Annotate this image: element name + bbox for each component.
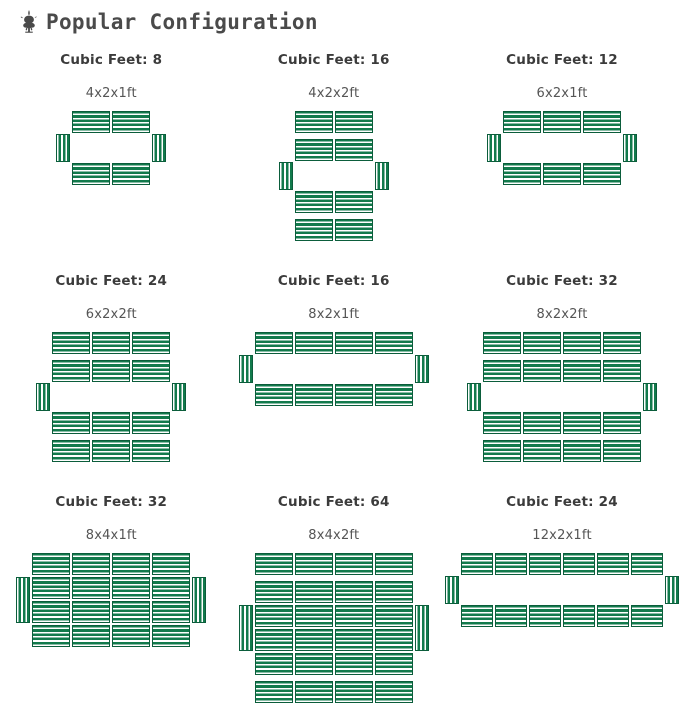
panel-inner-top: [335, 605, 373, 627]
panel-inner-top: [32, 577, 70, 599]
panel-stack-top: [563, 332, 601, 354]
panel-top: [563, 553, 595, 575]
fleur-de-lis-icon: [18, 9, 40, 35]
panel-top: [152, 553, 190, 575]
panel-stack-top: [92, 332, 130, 354]
panel-inner-bottom: [112, 601, 150, 623]
panel-stack-bottom: [92, 440, 130, 462]
panel-stack-bottom: [335, 681, 373, 703]
panel-top: [583, 111, 621, 133]
panel-stack-top: [483, 332, 521, 354]
panel-stack-top: [375, 553, 413, 575]
box-layout-diagram: [36, 332, 186, 462]
panel-inner-bottom: [255, 629, 293, 651]
panel-right: [623, 134, 637, 162]
panel-right: [375, 162, 389, 190]
configuration-grid: [0, 40, 679, 703]
panel-bottom: [295, 384, 333, 406]
panel-bottom: [335, 191, 373, 213]
panel-left: [487, 134, 501, 162]
panel-inner-bottom: [32, 601, 70, 623]
panel-top: [52, 360, 90, 382]
panel-bottom: [335, 384, 373, 406]
panel-bottom: [529, 605, 561, 627]
panel-inner-bottom: [375, 629, 413, 651]
panel-stack-bottom: [132, 440, 170, 462]
panel-top: [335, 139, 373, 161]
cubic-feet-label: Cubic Feet: 8: [60, 52, 163, 68]
panel-bottom: [375, 653, 413, 675]
panel-bottom: [631, 605, 663, 627]
panel-bottom: [583, 163, 621, 185]
panel-bottom: [132, 412, 170, 434]
configuration-card: [0, 40, 223, 261]
panel-top: [483, 360, 521, 382]
panel-right: [415, 605, 429, 651]
configuration-card: [223, 40, 446, 261]
panel-top: [132, 360, 170, 382]
panel-top: [495, 553, 527, 575]
panel-left: [445, 576, 459, 604]
panel-bottom: [72, 163, 110, 185]
panel-bottom: [603, 412, 641, 434]
panel-left: [279, 162, 293, 190]
panel-top: [543, 111, 581, 133]
dimensions-label: 8x2x2ft: [536, 307, 588, 322]
page-title: Popular Configuration: [46, 10, 318, 34]
box-layout-diagram: [56, 111, 166, 185]
configuration-card: [445, 482, 679, 703]
dimensions-label: 6x2x2ft: [85, 307, 137, 322]
dimensions-label: 4x2x1ft: [85, 86, 137, 101]
configuration-card: [0, 482, 223, 703]
box-layout-diagram: [445, 553, 679, 627]
panel-stack-bottom: [523, 440, 561, 462]
panel-top: [72, 111, 110, 133]
dimensions-label: 6x2x1ft: [536, 86, 588, 101]
panel-stack-top: [603, 332, 641, 354]
cubic-feet-label: Cubic Feet: 16: [277, 273, 390, 289]
panel-top: [92, 360, 130, 382]
panel-top: [461, 553, 493, 575]
cubic-feet-label: Cubic Feet: 24: [55, 273, 168, 289]
panel-inner-top: [375, 605, 413, 627]
panel-bottom: [335, 653, 373, 675]
panel-right: [665, 576, 679, 604]
panel-bottom: [112, 625, 150, 647]
panel-top: [503, 111, 541, 133]
panel-bottom: [483, 412, 521, 434]
panel-bottom: [295, 653, 333, 675]
panel-stack-bottom: [603, 440, 641, 462]
panel-bottom: [152, 625, 190, 647]
panel-inner-bottom: [152, 601, 190, 623]
panel-bottom: [461, 605, 493, 627]
panel-stack-top: [52, 332, 90, 354]
panel-bottom: [563, 605, 595, 627]
panel-inner-bottom: [72, 601, 110, 623]
panel-stack-top: [523, 332, 561, 354]
panel-top: [563, 360, 601, 382]
panel-stack-top: [335, 111, 373, 133]
box-layout-diagram: [487, 111, 637, 185]
panel-top: [375, 581, 413, 603]
panel-left: [36, 383, 50, 411]
panel-right: [643, 383, 657, 411]
cubic-feet-label: Cubic Feet: 64: [277, 494, 390, 510]
panel-bottom: [523, 412, 561, 434]
panel-stack-bottom: [563, 440, 601, 462]
dimensions-label: 8x2x1ft: [308, 307, 360, 322]
panel-bottom: [52, 412, 90, 434]
panel-left: [467, 383, 481, 411]
panel-top: [255, 581, 293, 603]
panel-top: [295, 332, 333, 354]
panel-bottom: [255, 653, 293, 675]
panel-bottom: [543, 163, 581, 185]
panel-top: [72, 553, 110, 575]
box-layout-diagram: [239, 332, 429, 406]
panel-bottom: [72, 625, 110, 647]
panel-top: [597, 553, 629, 575]
panel-top: [112, 553, 150, 575]
panel-top: [523, 360, 561, 382]
panel-top: [375, 332, 413, 354]
panel-top: [112, 111, 150, 133]
box-layout-diagram: [279, 111, 389, 241]
panel-right: [172, 383, 186, 411]
panel-top: [529, 553, 561, 575]
panel-stack-bottom: [255, 681, 293, 703]
panel-stack-bottom: [295, 681, 333, 703]
panel-inner-top: [295, 605, 333, 627]
panel-top: [295, 581, 333, 603]
panel-bottom: [503, 163, 541, 185]
dimensions-label: 4x2x2ft: [308, 86, 360, 101]
box-layout-diagram: [239, 553, 429, 703]
cubic-feet-label: Cubic Feet: 32: [506, 273, 618, 289]
panel-inner-bottom: [295, 629, 333, 651]
panel-bottom: [597, 605, 629, 627]
configuration-card: [445, 261, 679, 482]
panel-stack-bottom: [295, 219, 333, 241]
dimensions-label: 12x2x1ft: [532, 528, 592, 543]
panel-inner-top: [112, 577, 150, 599]
panel-top: [335, 332, 373, 354]
panel-bottom: [32, 625, 70, 647]
panel-bottom: [255, 384, 293, 406]
panel-bottom: [92, 412, 130, 434]
panel-right: [192, 577, 206, 623]
panel-top: [295, 139, 333, 161]
panel-inner-bottom: [335, 629, 373, 651]
panel-left: [239, 355, 253, 383]
panel-inner-top: [255, 605, 293, 627]
configuration-card: [223, 261, 446, 482]
panel-left: [56, 134, 70, 162]
panel-top: [335, 581, 373, 603]
panel-stack-top: [295, 111, 333, 133]
page-header: [0, 0, 679, 40]
panel-right: [415, 355, 429, 383]
panel-bottom: [295, 191, 333, 213]
panel-top: [603, 360, 641, 382]
dimensions-label: 8x4x2ft: [308, 528, 360, 543]
configuration-card: [445, 40, 679, 261]
panel-bottom: [563, 412, 601, 434]
cubic-feet-label: Cubic Feet: 24: [506, 494, 618, 510]
panel-inner-top: [152, 577, 190, 599]
cubic-feet-label: Cubic Feet: 12: [506, 52, 618, 68]
panel-stack-bottom: [375, 681, 413, 703]
panel-stack-bottom: [483, 440, 521, 462]
panel-left: [16, 577, 30, 623]
dimensions-label: 8x4x1ft: [85, 528, 137, 543]
cubic-feet-label: Cubic Feet: 16: [277, 52, 390, 68]
panel-stack-top: [132, 332, 170, 354]
panel-top: [255, 332, 293, 354]
panel-top: [631, 553, 663, 575]
panel-left: [239, 605, 253, 651]
panel-stack-bottom: [52, 440, 90, 462]
configuration-card: [223, 482, 446, 703]
panel-stack-top: [295, 553, 333, 575]
panel-stack-bottom: [335, 219, 373, 241]
panel-top: [32, 553, 70, 575]
panel-bottom: [375, 384, 413, 406]
panel-stack-top: [255, 553, 293, 575]
box-layout-diagram: [467, 332, 657, 462]
panel-stack-top: [335, 553, 373, 575]
panel-inner-top: [72, 577, 110, 599]
cubic-feet-label: Cubic Feet: 32: [55, 494, 168, 510]
panel-bottom: [495, 605, 527, 627]
box-layout-diagram: [16, 553, 206, 647]
configuration-card: [0, 261, 223, 482]
panel-bottom: [112, 163, 150, 185]
panel-right: [152, 134, 166, 162]
